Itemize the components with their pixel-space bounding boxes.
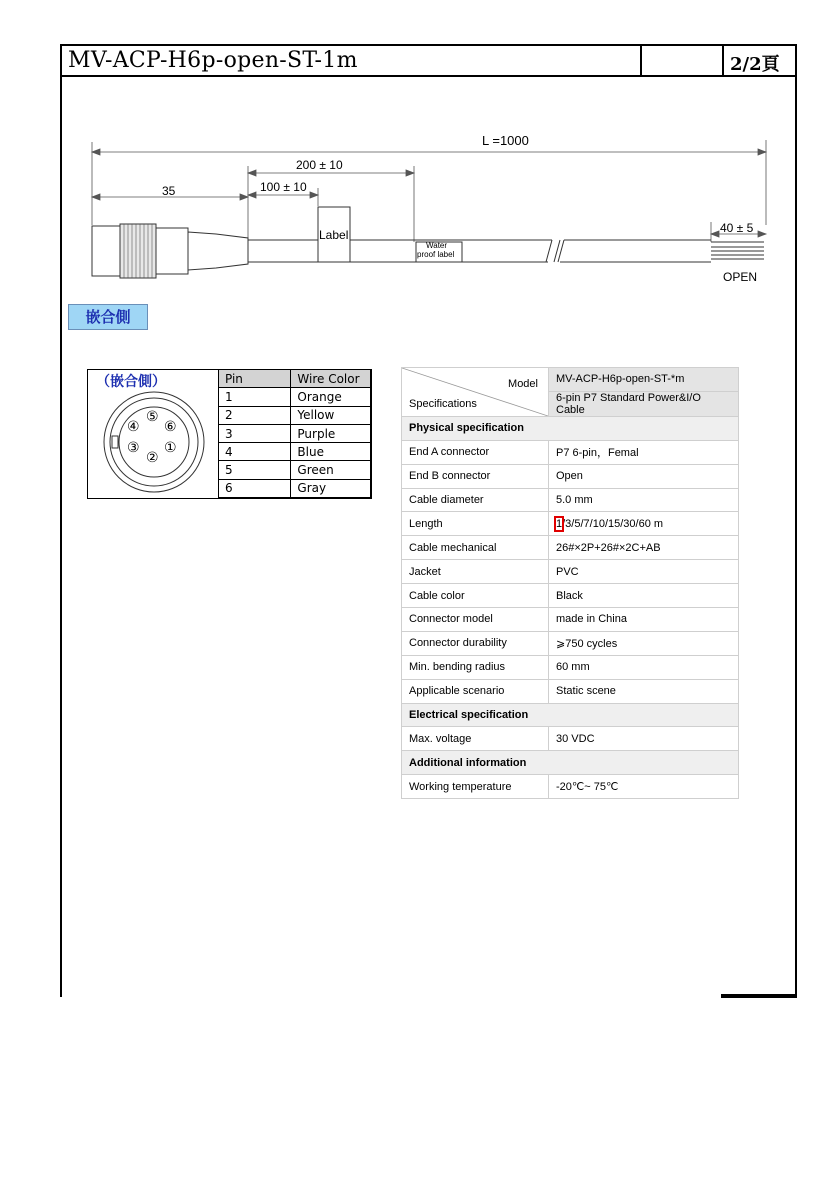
spec-key: End A connector [402, 440, 549, 464]
table-row [402, 727, 739, 751]
pinout-table [218, 369, 371, 498]
section-additional: Additional information [402, 751, 739, 775]
table-row [402, 631, 739, 655]
table-row [402, 488, 739, 512]
table-row [402, 560, 739, 584]
table-row [219, 461, 371, 479]
model-spec-corner [402, 368, 549, 417]
bottom-bar [721, 994, 797, 998]
table-row [219, 479, 371, 497]
title-bar [60, 44, 797, 77]
pin-3: ③ [127, 440, 140, 456]
spec-value: Open [549, 464, 739, 488]
pin-number: 5 [219, 461, 291, 479]
model-value: MV-ACP-H6p-open-ST-*m [549, 368, 739, 392]
length-options: /3/5/7/10/15/30/60 m [562, 517, 664, 530]
spec-key: Connector durability [402, 631, 549, 655]
pin-5: ⑤ [146, 409, 159, 425]
pin-1: ① [164, 440, 177, 456]
section-physical: Physical specification [402, 416, 739, 440]
table-row [402, 440, 739, 464]
waterproof-label-line2: proof label [417, 250, 455, 259]
length-highlight: 1 [556, 517, 563, 530]
pin-number: 6 [219, 479, 291, 497]
table-row [402, 655, 739, 679]
section-label: 嵌合側 [68, 304, 148, 330]
wire-color: Gray [291, 479, 371, 497]
table-row [402, 512, 739, 536]
pin-6: ⑥ [164, 419, 177, 435]
table-row [402, 464, 739, 488]
dim-total-length: L =1000 [482, 133, 529, 148]
spec-value: Static scene [549, 679, 739, 703]
spec-key: Connector model [402, 608, 549, 632]
specifications-label: Specifications [409, 397, 477, 410]
pin-column-header: Pin [219, 370, 291, 388]
spec-value: made in China [549, 608, 739, 632]
spec-key: Min. bending radius [402, 655, 549, 679]
table-row [402, 608, 739, 632]
model-label: Model [508, 378, 538, 390]
label-tag: Label [319, 228, 349, 242]
spec-value: PVC [549, 560, 739, 584]
dim-200: 200 ± 10 [296, 158, 343, 172]
wire-color: Orange [291, 388, 371, 406]
pinout-heading: （嵌合側） [96, 374, 166, 390]
spec-value: Black [549, 584, 739, 608]
spec-key: End B connector [402, 464, 549, 488]
table-row [402, 584, 739, 608]
table-row [219, 406, 371, 424]
wire-color: Yellow [291, 406, 371, 424]
wire-color: Purple [291, 424, 371, 442]
spec-key: Max. voltage [402, 727, 549, 751]
section-electrical: Electrical specification [402, 703, 739, 727]
table-row [402, 679, 739, 703]
pin-2: ② [146, 450, 159, 466]
model-description: 6-pin P7 Standard Power&I/O Cable [549, 391, 739, 416]
dim-35: 35 [162, 184, 176, 198]
page-number: 2/2頁 [730, 54, 780, 75]
dim-100: 100 ± 10 [260, 180, 307, 194]
table-row [402, 536, 739, 560]
title-divider [722, 46, 724, 75]
spec-value: -20℃~ 75℃ [549, 775, 739, 799]
pin-number: 4 [219, 443, 291, 461]
dim-40: 40 ± 5 [720, 221, 754, 235]
spec-key: Applicable scenario [402, 679, 549, 703]
spec-value: ⩾750 cycles [549, 631, 739, 655]
spec-value: 26#×2P+26#×2C+AB [549, 536, 739, 560]
pin-number: 2 [219, 406, 291, 424]
pin-number: 3 [219, 424, 291, 442]
cable-drawing [86, 130, 776, 290]
open-label: OPEN [723, 270, 758, 284]
spec-key: Cable color [402, 584, 549, 608]
spec-value: 60 mm [549, 655, 739, 679]
table-row [219, 388, 371, 406]
spec-key: Cable mechanical [402, 536, 549, 560]
pin-4: ④ [127, 419, 140, 435]
connector-face-drawing [94, 386, 214, 498]
table-row [402, 775, 739, 799]
spec-value: 30 VDC [549, 727, 739, 751]
wire-color: Blue [291, 443, 371, 461]
spec-key: Working temperature [402, 775, 549, 799]
pin-number: 1 [219, 388, 291, 406]
cable-diagram [86, 130, 776, 290]
table-row [219, 443, 371, 461]
spec-key: Cable diameter [402, 488, 549, 512]
spec-value-length [549, 512, 739, 536]
table-row [219, 424, 371, 442]
document-title: MV-ACP-H6p-open-ST-1m [68, 48, 358, 73]
specification-table [401, 367, 739, 799]
spec-key: Jacket [402, 560, 549, 584]
title-divider [640, 46, 642, 75]
spec-value: 5.0 mm [549, 488, 739, 512]
waterproof-label-line1: Water [426, 241, 448, 250]
spec-value: P7 6-pin，Femal [549, 440, 739, 464]
pinout-box [87, 369, 372, 499]
wire-color: Green [291, 461, 371, 479]
wire-color-column-header: Wire Color [291, 370, 371, 388]
spec-key: Length [402, 512, 549, 536]
